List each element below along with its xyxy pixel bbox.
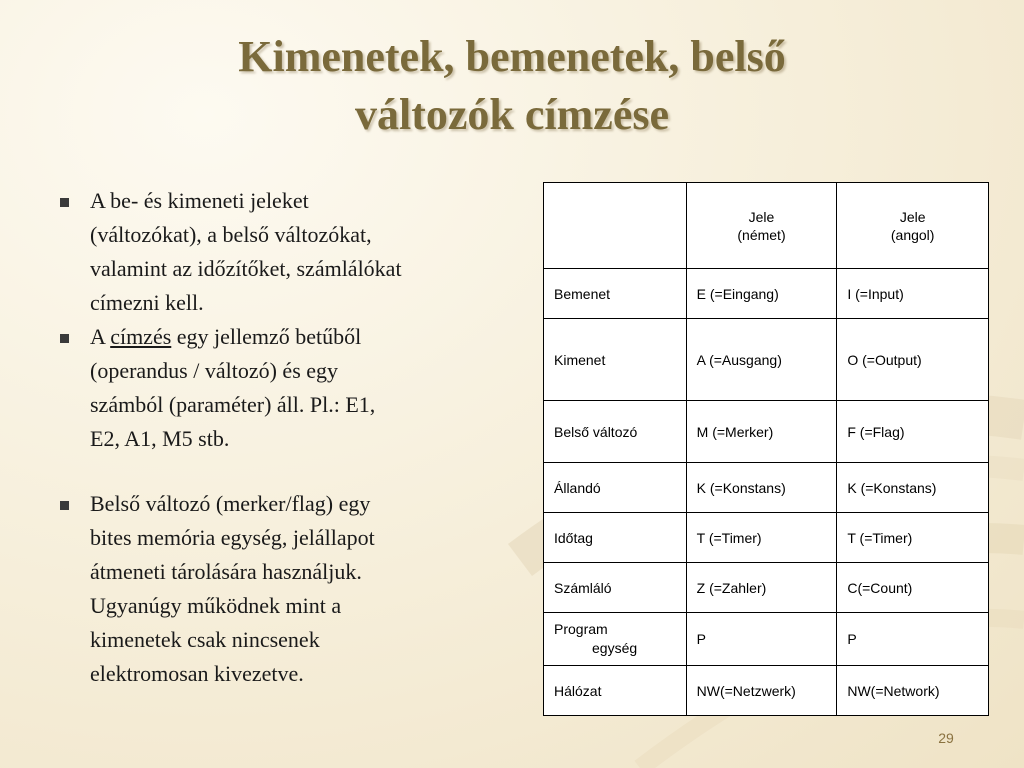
bullet-3-text <box>90 487 375 691</box>
table-cell: E (=Eingang) <box>686 269 837 319</box>
address-table <box>543 182 989 716</box>
table-row <box>544 666 989 716</box>
table-cell: T (=Timer) <box>837 513 989 563</box>
program-line1: Program <box>554 621 608 637</box>
header-german-line1: Jele <box>748 208 775 225</box>
table-cell-program <box>544 613 687 666</box>
bullet-1-line: valamint az időzítőket, számlálókat <box>90 256 402 281</box>
table-cell: P <box>686 613 837 666</box>
bullet-list <box>60 184 500 691</box>
bullet-2-prefix: A <box>90 324 111 349</box>
header-english-line2: (angol) <box>890 226 935 243</box>
slide-title-line-2: változók címzése <box>355 90 669 139</box>
header-german-line2: (német) <box>737 226 786 243</box>
cimzes-underlined: címzés <box>110 324 172 349</box>
bullet-1-line: (változókat), a belső változókat, <box>90 222 372 247</box>
bullet-1-text <box>90 184 402 320</box>
bullet-2-line: (operandus / változó) és egy <box>90 358 339 383</box>
bullet-3-line: kimenetek csak nincsenek <box>90 627 320 652</box>
bullet-1 <box>60 184 500 320</box>
bullet-2-text <box>90 320 375 456</box>
table-row <box>544 401 989 463</box>
bullet-3-line: Belső változó (merker/flag) egy <box>90 491 371 516</box>
bullet-2-after: egy jellemző betűből <box>171 324 362 349</box>
bullet-3-line: átmeneti tárolására használjuk. <box>90 559 362 584</box>
bullet-2-line: E2, A1, M5 stb. <box>90 426 230 451</box>
bullet-3-line: elektromosan kivezetve. <box>90 661 304 686</box>
page-number: 29 <box>938 730 954 746</box>
slide-title <box>0 28 1024 144</box>
table-cell: K (=Konstans) <box>837 463 989 513</box>
table-row <box>544 463 989 513</box>
table-row <box>544 513 989 563</box>
table-row <box>544 319 989 401</box>
bullet-2 <box>60 320 500 456</box>
table-cell: T (=Timer) <box>686 513 837 563</box>
table-header-row <box>544 183 989 269</box>
table-cell: C(=Count) <box>837 563 989 613</box>
table-header-german <box>686 183 837 269</box>
table-cell: I (=Input) <box>837 269 989 319</box>
table-cell: Számláló <box>544 563 687 613</box>
bullet-square-icon <box>60 198 69 207</box>
table-cell: O (=Output) <box>837 319 989 401</box>
table-cell: A (=Ausgang) <box>686 319 837 401</box>
bullet-3 <box>60 487 500 691</box>
table-cell: Z (=Zahler) <box>686 563 837 613</box>
table-cell: Állandó <box>544 463 687 513</box>
table-cell: M (=Merker) <box>686 401 837 463</box>
bullet-1-line: A be- és kimeneti jeleket <box>90 188 309 213</box>
table-cell: F (=Flag) <box>837 401 989 463</box>
table-cell: P <box>837 613 989 666</box>
table-header-english <box>837 183 989 269</box>
bullet-2-line <box>90 320 375 354</box>
bullet-3-line: Ugyanúgy működnek mint a <box>90 593 342 618</box>
bullet-1-line: címezni kell. <box>90 290 204 315</box>
header-english-line1: Jele <box>899 208 926 225</box>
bullet-3-line: bites memória egység, jelállapot <box>90 525 375 550</box>
table-cell: Kimenet <box>544 319 687 401</box>
table-cell: K (=Konstans) <box>686 463 837 513</box>
table-cell: NW(=Netzwerk) <box>686 666 837 716</box>
table-cell: Hálózat <box>544 666 687 716</box>
table-cell: Belső változó <box>544 401 687 463</box>
table-cell: Időtag <box>544 513 687 563</box>
bullet-square-icon <box>60 501 69 510</box>
slide-title-line-1: Kimenetek, bemenetek, belső <box>238 32 786 81</box>
table-cell: Bemenet <box>544 269 687 319</box>
bullet-2-line: számból (paraméter) áll. Pl.: E1, <box>90 392 376 417</box>
bullet-square-icon <box>60 334 69 343</box>
table-row <box>544 269 989 319</box>
table-header-empty <box>544 183 687 269</box>
table-row <box>544 563 989 613</box>
table-cell: NW(=Network) <box>837 666 989 716</box>
table-row <box>544 613 989 666</box>
program-line2: egység <box>592 640 638 656</box>
